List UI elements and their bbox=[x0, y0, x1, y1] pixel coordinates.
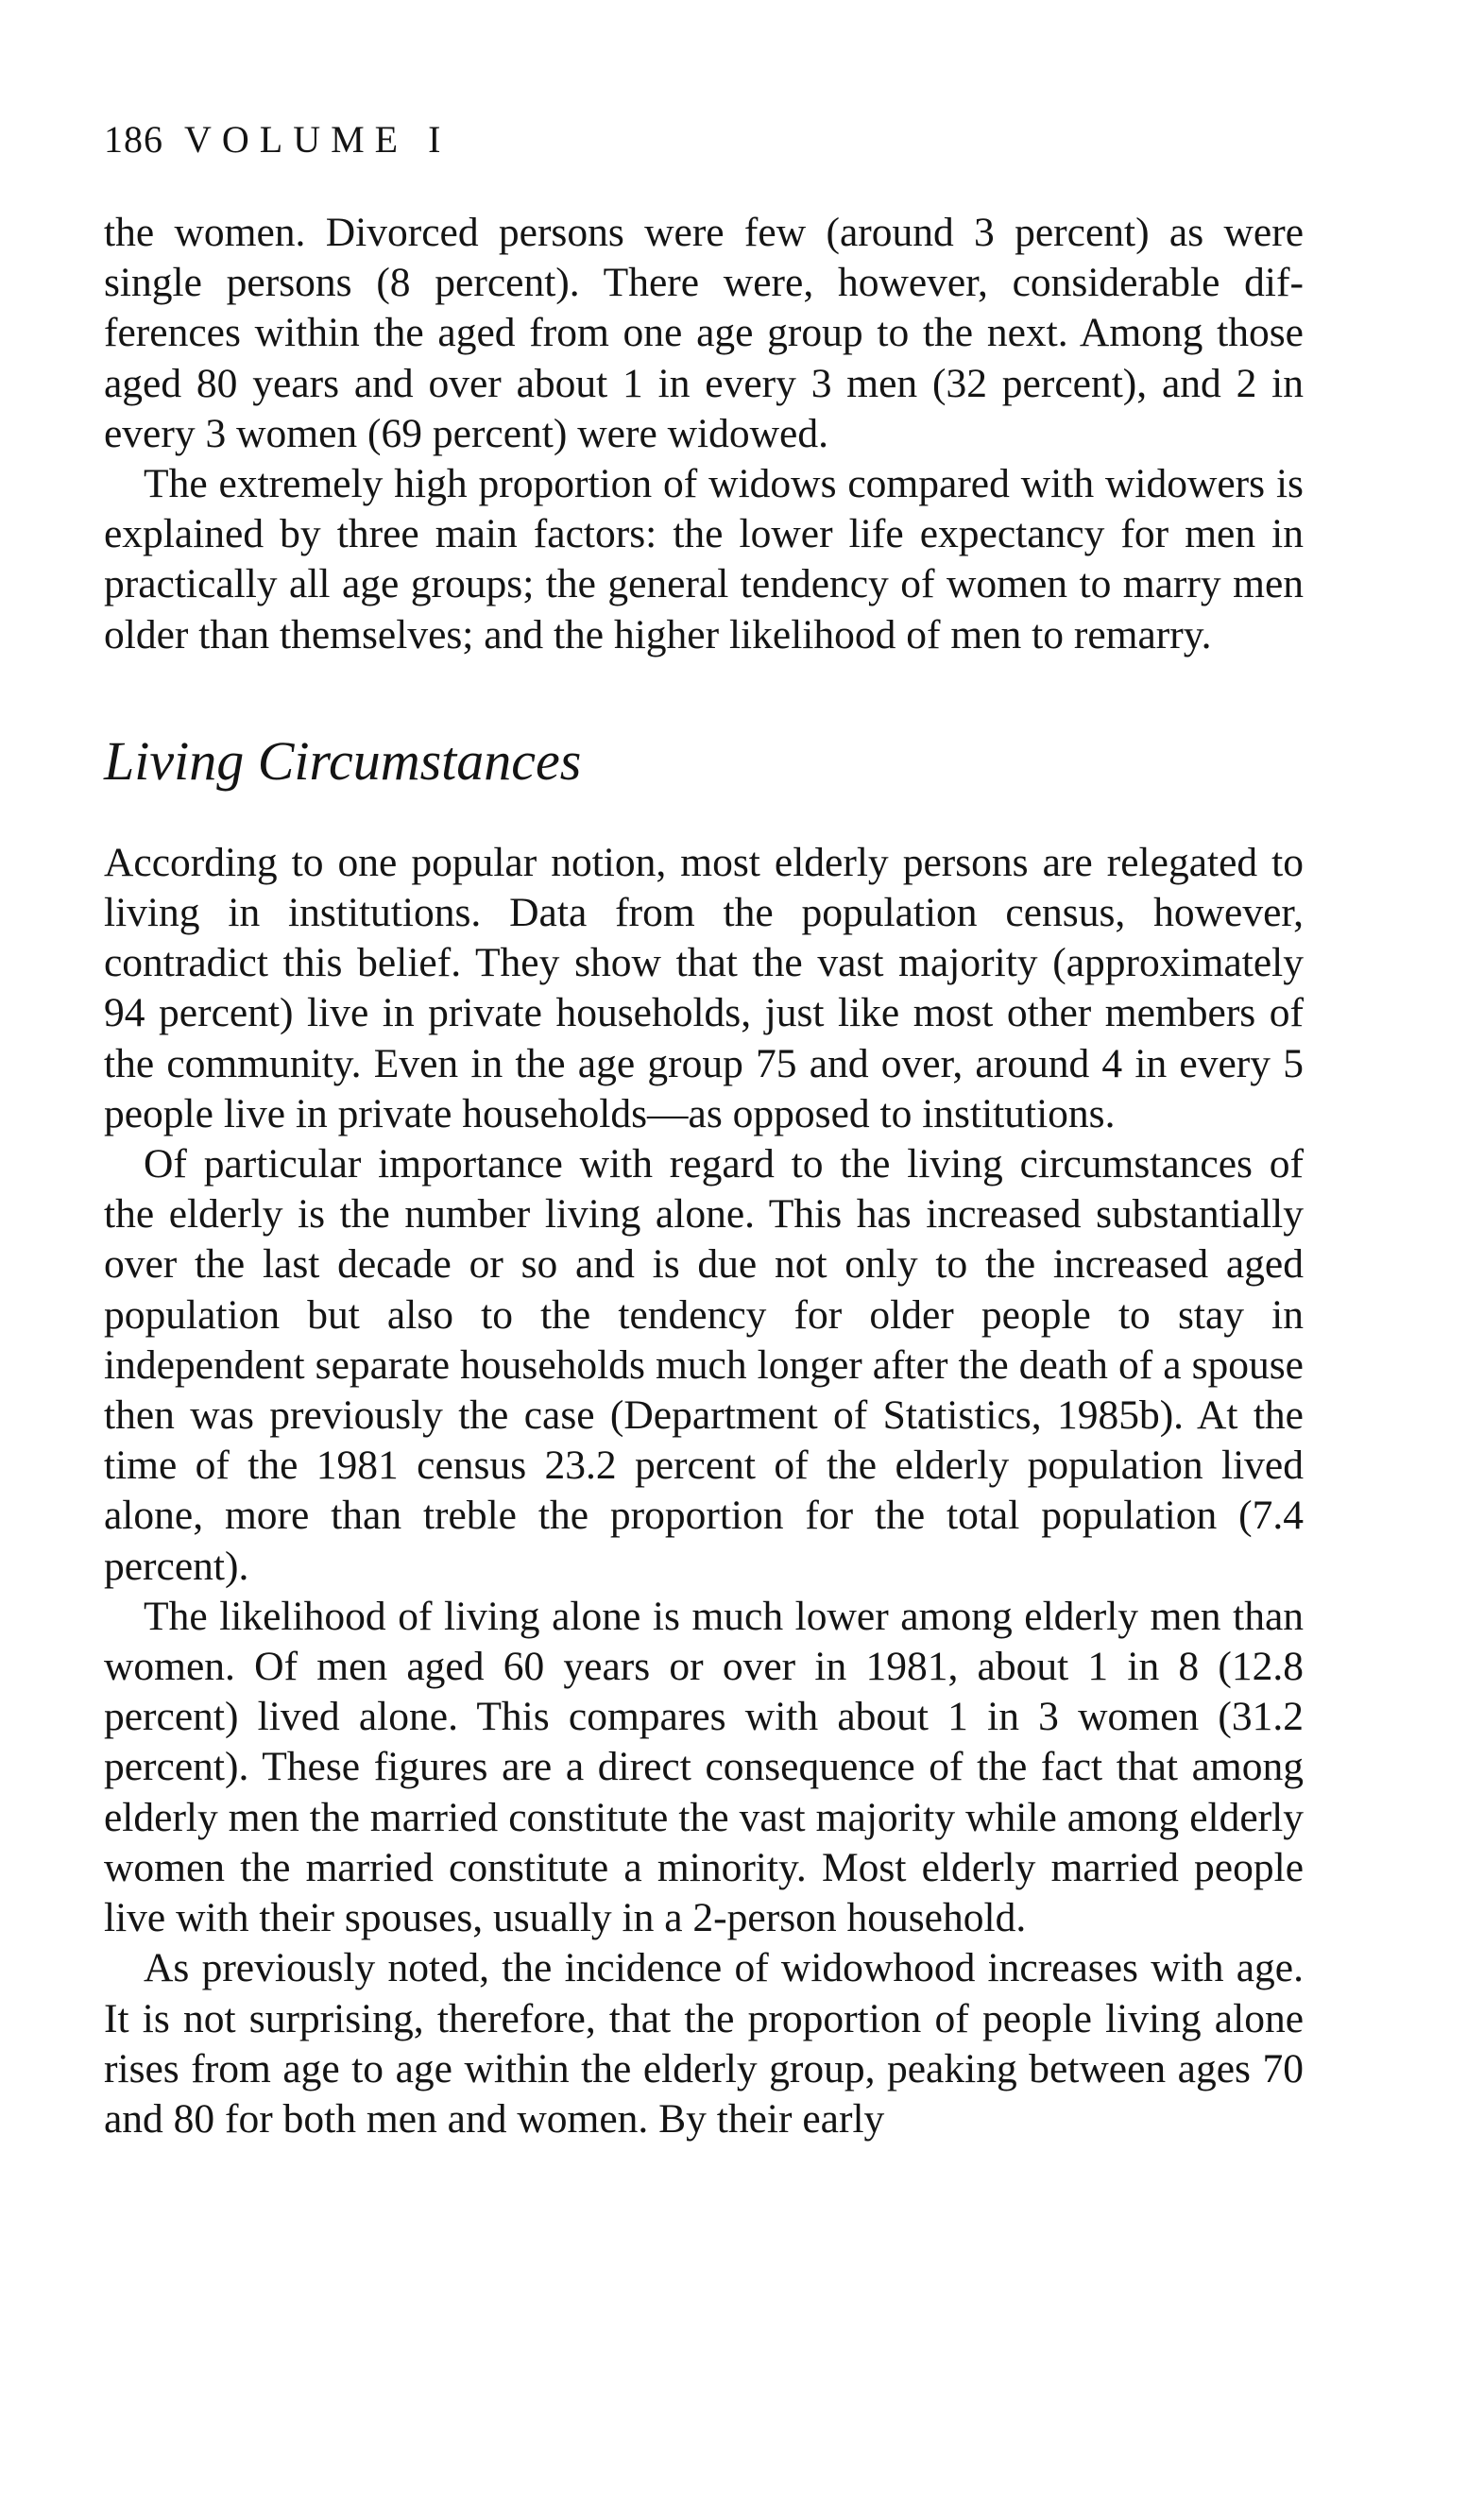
body-text bbox=[104, 208, 1304, 2144]
running-head bbox=[104, 118, 452, 161]
section-heading: Living Circumstances bbox=[104, 729, 582, 792]
paragraph-living-alone: Of particular importance with regard to the living circumstances of the elderly is the number living alone. This has increased substantially over the last decade or so and is due not only to the increased aged population but also to the tendency for older people to stay in independent separate households much longer after the death of a spouse then was previously the case (Department of Statistics, 1985b). At the time of the 1981 census 23.2 percent of the elderly population lived alone, more than treble the proportion for the total population (7.4 percent). bbox=[104, 1141, 1304, 1589]
paragraph-continued: the women. Divorced persons were few (around 3 percent) as were single persons (8 percent). There were, however, considerable differences within the aged from one age group to the next. Among those aged 80 years and over about 1 in every 3 men (32 percent), and 2 in every 3 women (69 percent) were widowed. bbox=[104, 210, 1304, 456]
page-number: 186 bbox=[104, 118, 163, 161]
paragraph-men-women: The likelihood of living alone is much lower among elderly men than women. Of men aged 60 years or over in 1981, about 1 in 8 (12.8 percent) lived alone. This compares with about 1 in 3 women (31.2 percent). These figures are a direct consequence of the fact that among elderly men the married constitute the vast majority while among elderly women the married constitute a minority. Most elderly married people live with their spouses, usually in a 2-person household. bbox=[104, 1593, 1304, 1941]
paragraph-widows-explanation: The extremely high proportion of widows compared with widowers is explained by three main factors: the lower life expectancy for men in practically all age groups; the general tendency of women to marry men older than themselves; and the higher likelihood of men to remarry. bbox=[104, 461, 1304, 657]
volume-label: VOLUME I bbox=[184, 118, 452, 161]
paragraph-widowhood-age: As previously noted, the incidence of widowhood increases with age. It is not surprising, therefore, that the proportion of people living alone rises from age to age within the elderly group, peaking between ages 70 and 80 for both men and women. By their early bbox=[104, 1945, 1304, 2142]
paragraph-institutions: According to one popular notion, most elderly persons are relegated to living in institutions. Data from the population census, however, contradict this belief. They show that the vast majority (approximately 94 percent) live in private households, just like most other members of the community. Even in the age group 75 and over, around 4 in every 5 people live in private households—as opposed to institutions. bbox=[104, 839, 1304, 1136]
